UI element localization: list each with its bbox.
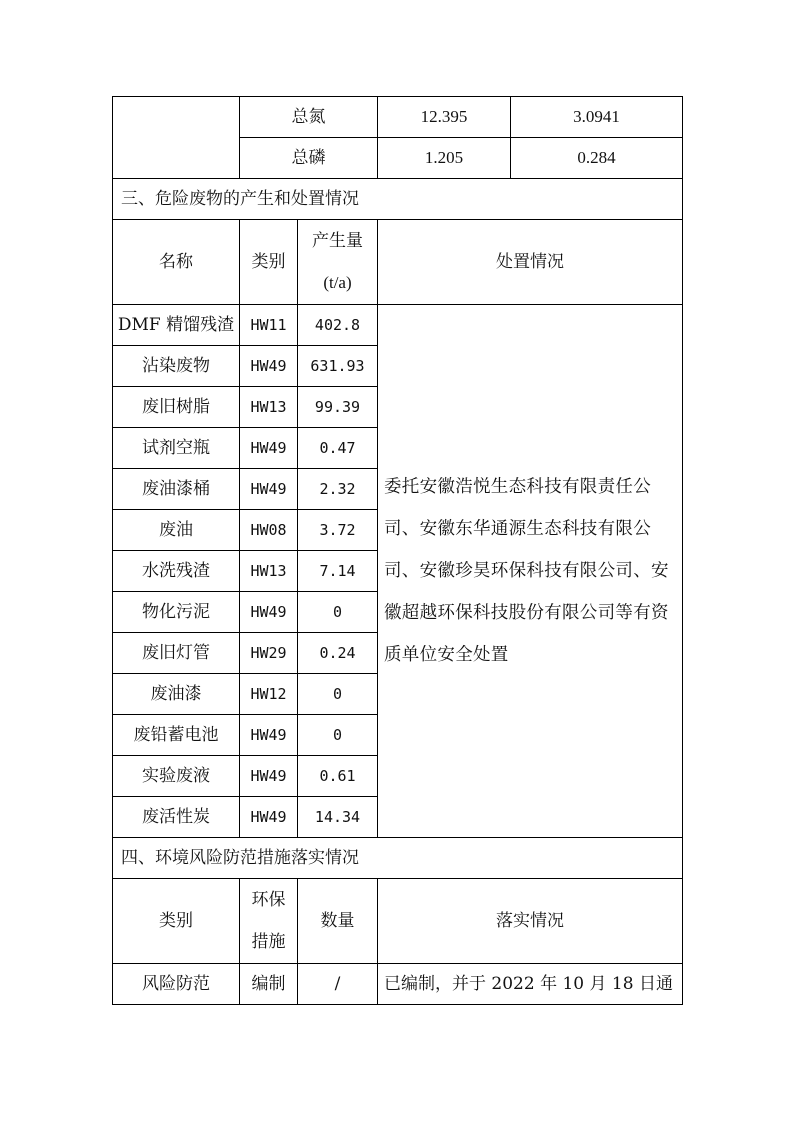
header-quantity: 数量	[298, 879, 378, 964]
waste-name: 废旧灯管	[113, 633, 240, 674]
waste-amount: 0	[298, 715, 378, 756]
section3-title: 三、危险废物的产生和处置情况	[113, 179, 683, 220]
waste-code: HW49	[240, 428, 298, 469]
nutrient-value-2: 0.284	[511, 138, 683, 179]
waste-name: 废油	[113, 510, 240, 551]
waste-row	[113, 305, 683, 346]
nutrient-row-total-nitrogen	[113, 97, 683, 138]
waste-code: HW29	[240, 633, 298, 674]
waste-code: HW12	[240, 674, 298, 715]
header-amount-line2: (t/a)	[323, 273, 352, 292]
header-amount-line1: 产生量	[312, 231, 363, 251]
section3-title-row	[113, 179, 683, 220]
header-implementation: 落实情况	[378, 879, 683, 964]
waste-code: HW49	[240, 592, 298, 633]
header-measure-line1: 环保	[251, 890, 286, 910]
risk-category: 风险防范	[113, 964, 240, 1005]
header-measure-line2: 措施	[251, 932, 286, 952]
waste-code: HW49	[240, 715, 298, 756]
waste-amount: 7.14	[298, 551, 378, 592]
nutrient-name: 总磷	[240, 138, 378, 179]
nutrient-name: 总氮	[240, 97, 378, 138]
risk-implementation: 已编制，并于 2022 年 10 月 18 日通	[378, 964, 683, 1005]
waste-name: 废油漆桶	[113, 469, 240, 510]
waste-name: 废活性炭	[113, 797, 240, 838]
waste-code: HW13	[240, 387, 298, 428]
risk-measure: 编制	[240, 964, 298, 1005]
waste-code: HW49	[240, 346, 298, 387]
header-category: 类别	[113, 879, 240, 964]
waste-code: HW13	[240, 551, 298, 592]
waste-amount: 0	[298, 674, 378, 715]
nutrient-value-2: 3.0941	[511, 97, 683, 138]
risk-quantity: /	[298, 964, 378, 1005]
section4-title: 四、环境风险防范措施落实情况	[113, 838, 683, 879]
waste-amount: 99.39	[298, 387, 378, 428]
section3-header-row	[113, 220, 683, 305]
waste-name: 沾染废物	[113, 346, 240, 387]
waste-amount: 3.72	[298, 510, 378, 551]
waste-name: 试剂空瓶	[113, 428, 240, 469]
disposal-text: 委托安徽浩悦生态科技有限责任公司、安徽东华通源生态科技有限公司、安徽珍昊环保科技有限公司、安徽超越环保科技股份有限公司等有资质单位安全处置	[378, 305, 683, 838]
header-measure	[240, 879, 298, 964]
section4-header-row	[113, 879, 683, 964]
waste-amount: 631.93	[298, 346, 378, 387]
waste-code: HW11	[240, 305, 298, 346]
waste-amount: 14.34	[298, 797, 378, 838]
waste-code: HW08	[240, 510, 298, 551]
waste-name: 废旧树脂	[113, 387, 240, 428]
report-table	[112, 96, 683, 1005]
waste-name: 水洗残渣	[113, 551, 240, 592]
waste-amount: 0.47	[298, 428, 378, 469]
waste-amount: 0.24	[298, 633, 378, 674]
header-name: 名称	[113, 220, 240, 305]
waste-code: HW49	[240, 797, 298, 838]
waste-name: 实验废液	[113, 756, 240, 797]
empty-category-cell	[113, 97, 240, 179]
waste-name: 废油漆	[113, 674, 240, 715]
header-amount	[298, 220, 378, 305]
nutrient-value-1: 1.205	[378, 138, 511, 179]
waste-amount: 402.8	[298, 305, 378, 346]
section4-title-row	[113, 838, 683, 879]
waste-name: 物化污泥	[113, 592, 240, 633]
nutrient-value-1: 12.395	[378, 97, 511, 138]
waste-code: HW49	[240, 756, 298, 797]
header-disposal: 处置情况	[378, 220, 683, 305]
waste-amount: 0.61	[298, 756, 378, 797]
risk-row	[113, 964, 683, 1005]
waste-amount: 2.32	[298, 469, 378, 510]
waste-name: DMF 精馏残渣	[113, 305, 240, 346]
waste-name: 废铅蓄电池	[113, 715, 240, 756]
waste-code: HW49	[240, 469, 298, 510]
waste-amount: 0	[298, 592, 378, 633]
header-category: 类别	[240, 220, 298, 305]
